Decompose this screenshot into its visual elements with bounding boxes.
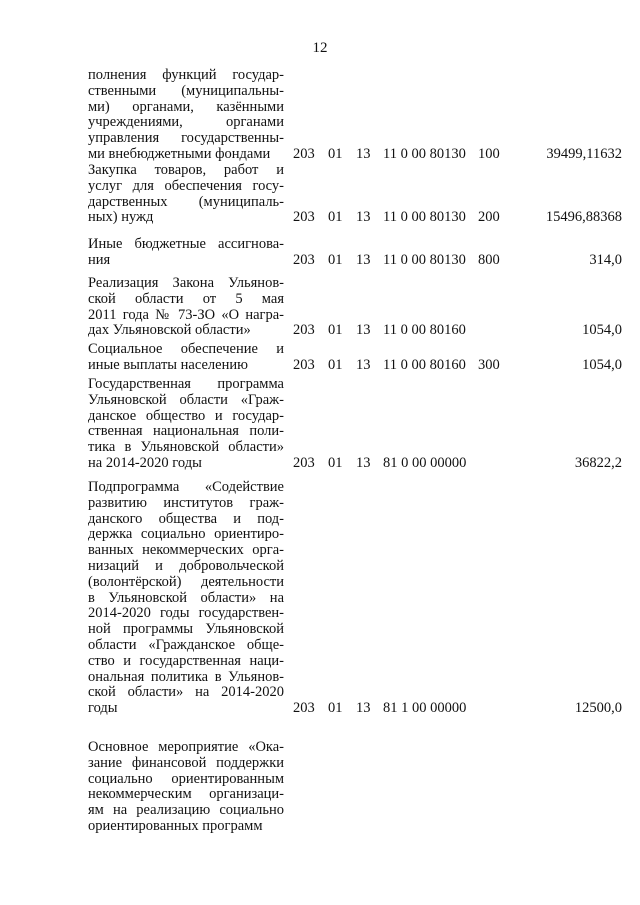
code-subsection: 13 <box>356 146 371 162</box>
description-line: учреждениями, органами <box>88 114 284 131</box>
code-type: 300 <box>478 356 500 373</box>
amount: 36822,2 <box>574 455 622 471</box>
page-number: 12 <box>312 40 328 56</box>
description-line: ской области» на 2014-2020 <box>88 684 284 701</box>
row-description <box>88 276 284 339</box>
code-section: 01 <box>328 322 343 339</box>
row-description <box>88 68 284 163</box>
description-line: Реализация Закона Ульянов- <box>88 275 284 291</box>
description-line: низаций и добровольческой <box>88 557 284 574</box>
description-line: тика в Ульяновской области» <box>88 439 284 456</box>
description-line: ной программы Ульяновской <box>88 621 284 638</box>
description-line: полнения функций государ- <box>88 67 284 83</box>
row-description <box>88 342 284 374</box>
code-section: 01 <box>328 209 343 226</box>
code-target: 81 0 00 00000 <box>383 455 467 471</box>
description-line: (волонтёрской) деятельности <box>88 573 284 590</box>
description-line: данское общество и государ- <box>88 407 284 424</box>
code-type: 100 <box>478 146 500 162</box>
code-ministry: 203 <box>293 356 315 373</box>
code-target: 11 0 00 80160 <box>383 356 466 373</box>
description-line: управления государственны- <box>88 130 284 147</box>
description-line: ми внебюджетными фондами <box>88 145 271 162</box>
description-line: дах Ульяновской области» <box>88 322 251 339</box>
code-type: 200 <box>478 209 500 226</box>
description-line: данского общества и под- <box>88 510 284 527</box>
code-ministry: 203 <box>293 146 315 162</box>
code-target: 11 0 00 80130 <box>383 251 466 268</box>
description-line: Социальное обеспечение и <box>88 341 284 357</box>
description-line: ской области от 5 мая <box>88 290 284 307</box>
code-subsection: 13 <box>356 700 371 717</box>
description-line: ми) органами, казёнными <box>88 98 284 115</box>
code-section: 01 <box>328 700 343 717</box>
description-line: Основное мероприятие «Ока- <box>88 739 284 755</box>
description-line: ориентированных программ <box>88 817 263 834</box>
amount: 314,0 <box>589 251 622 268</box>
amount: 12500,0 <box>574 700 622 717</box>
row-description <box>88 740 284 835</box>
description-line: услуг для обеспечения госу- <box>88 177 284 194</box>
code-target: 11 0 00 80130 <box>383 209 466 226</box>
code-section: 01 <box>328 251 343 268</box>
code-subsection: 13 <box>356 356 371 373</box>
description-line: Ульяновской области «Граж- <box>88 391 284 408</box>
description-line: зание финансовой поддержки <box>88 754 284 771</box>
description-line: ванных некоммерческих орга- <box>88 542 284 559</box>
description-line: ственная национальная поли- <box>88 423 284 440</box>
description-line: держка социально ориентиро- <box>88 526 284 543</box>
description-line: ственными (муниципальны- <box>88 82 284 99</box>
code-target: 11 0 00 80130 <box>383 146 466 162</box>
row-description <box>88 163 284 226</box>
row-description <box>88 237 284 269</box>
code-section: 01 <box>328 146 343 162</box>
description-line: ональная политика в Ульянов- <box>88 668 284 685</box>
description-line: ство и государственная наци- <box>88 652 284 669</box>
code-type: 800 <box>478 251 500 268</box>
description-line: на 2014-2020 годы <box>88 454 202 471</box>
code-ministry: 203 <box>293 209 315 226</box>
description-line: дарственных (муниципаль- <box>88 193 284 210</box>
description-line: ных) нужд <box>88 209 154 226</box>
amount: 15496,88368 <box>545 209 622 226</box>
amount: 1054,0 <box>582 356 622 373</box>
description-line: Государственная программа <box>88 376 284 392</box>
code-ministry: 203 <box>293 322 315 339</box>
amount: 39499,11632 <box>546 146 622 162</box>
amount: 1054,0 <box>582 322 622 339</box>
description-line: 2014-2020 годы государствен- <box>88 605 284 622</box>
description-line: некоммерческим организаци- <box>88 786 284 803</box>
code-subsection: 13 <box>356 251 371 268</box>
code-section: 01 <box>328 455 343 471</box>
row-description <box>88 480 284 717</box>
code-section: 01 <box>328 356 343 373</box>
description-line: развитию институтов граж- <box>88 494 284 511</box>
description-line: ния <box>88 251 111 268</box>
description-line: социально ориентированным <box>88 770 284 787</box>
description-line: Иные бюджетные ассигнова- <box>88 236 284 252</box>
code-ministry: 203 <box>293 455 315 471</box>
code-target: 11 0 00 80160 <box>383 322 466 339</box>
description-line: в Ульяновской области» на <box>88 589 284 606</box>
code-target: 81 1 00 00000 <box>383 700 467 717</box>
code-subsection: 13 <box>356 455 371 471</box>
description-line: иные выплаты населению <box>88 356 248 373</box>
description-line: годы <box>88 700 118 717</box>
description-line: Подпрограмма «Содействие <box>88 479 284 495</box>
row-description <box>88 377 284 472</box>
code-subsection: 13 <box>356 209 371 226</box>
description-line: Закупка товаров, работ и <box>88 162 284 178</box>
code-ministry: 203 <box>293 251 315 268</box>
code-ministry: 203 <box>293 700 315 717</box>
code-subsection: 13 <box>356 322 371 339</box>
description-line: области «Гражданское обще- <box>88 636 284 653</box>
description-line: ям на реализацию социально <box>88 802 284 819</box>
description-line: 2011 года № 73-ЗО «О награ- <box>88 306 284 323</box>
